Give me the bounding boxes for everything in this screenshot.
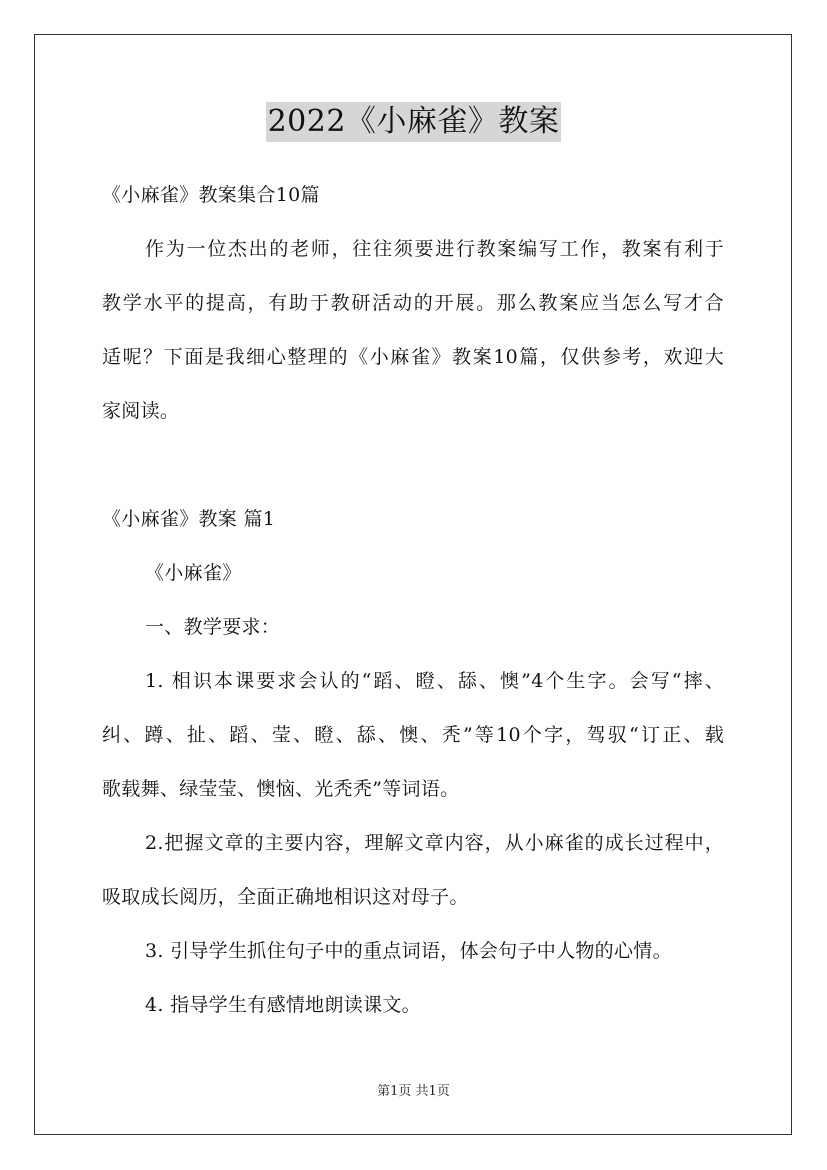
- section-heading: 《小麻雀》教案 篇1: [102, 508, 276, 530]
- item3-text: 3. 引导学生抓住句子中的重点词语，体会句子中人物的心情。: [145, 940, 672, 962]
- item2-line-1: 2.把握文章的主要内容，理解文章内容，从小麻雀的成长过程中，: [145, 832, 724, 854]
- document-subtitle: 《小麻雀》教案集合10篇: [102, 184, 320, 206]
- item1-line-3: 歌载舞、绿莹莹、懊恼、光秃秃”等词语。: [102, 778, 460, 800]
- requirements-heading: 一、教学要求：: [145, 616, 281, 638]
- item1-line-2: 纠、蹲、扯、蹈、莹、瞪、舔、懊、秃”等10个字，驾驭“订正、载: [102, 724, 724, 746]
- item4-text: 4. 指导学生有感情地朗读课文。: [145, 994, 421, 1016]
- item1-line-1: 1. 相识本课要求会认的“蹈、瞪、舔、懊”4个生字。会写“摔、: [145, 670, 724, 692]
- intro-line-1: 作为一位杰出的老师，往往须要进行教案编写工作，教案有利于: [145, 238, 724, 260]
- lesson-title: 《小麻雀》: [145, 562, 242, 584]
- title-wrap: [0, 102, 827, 142]
- intro-line-2: 教学水平的提高，有助于教研活动的开展。那么教案应当怎么写才合: [102, 292, 724, 314]
- document-title: 2022《小麻雀》教案: [266, 102, 562, 142]
- intro-line-4: 家阅读。: [102, 400, 180, 422]
- page-footer: 第1页 共1页: [377, 1084, 450, 1099]
- intro-line-3: 适呢？下面是我细心整理的《小麻雀》教案10篇，仅供参考，欢迎大: [102, 346, 724, 368]
- item2-line-2: 吸取成长阅历，全面正确地相识这对母子。: [102, 886, 469, 908]
